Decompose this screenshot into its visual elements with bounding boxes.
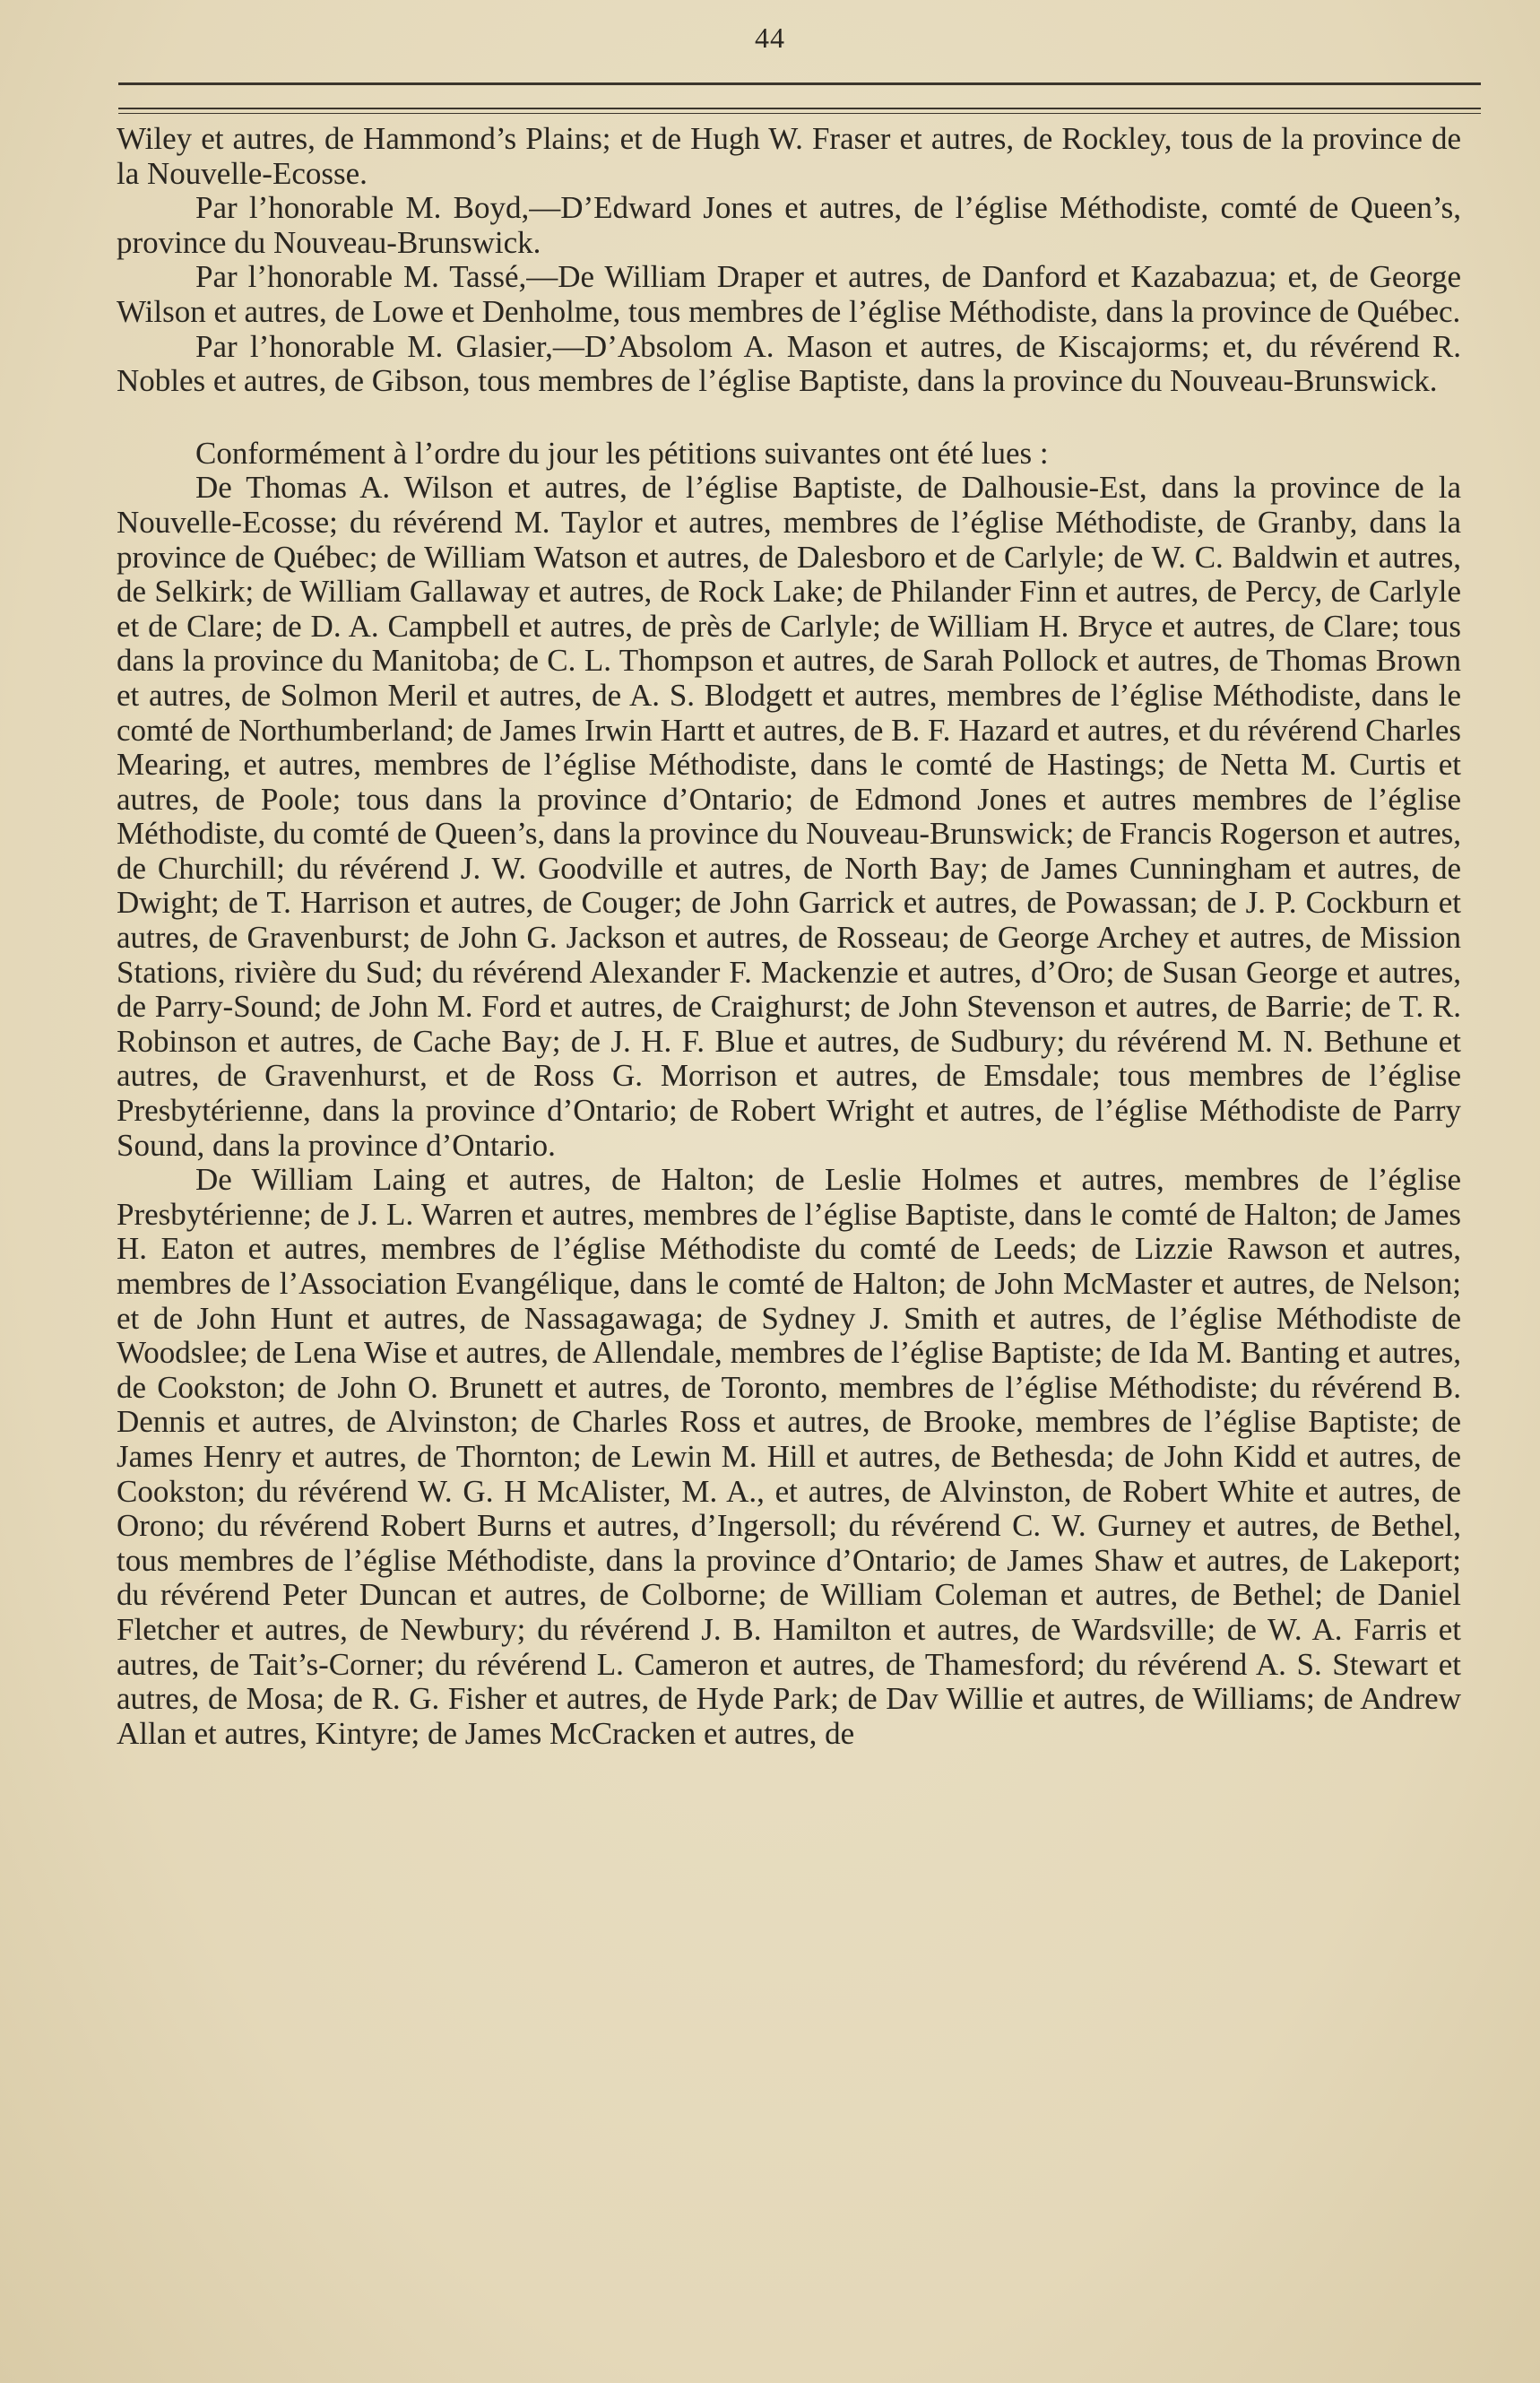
paragraph-boyd: Par l’honorable M. Boyd,—D’Edward Jones et autres, de l’église Méthodiste, comté de Queen’s, province du Nouveau-Brunswick.: [117, 190, 1461, 260]
paragraph-order-of-day: Conformément à l’ordre du jour les pétitions suivantes ont été lues :: [195, 435, 1049, 471]
header-rule: [118, 82, 1481, 85]
header-rule-double-top: [118, 108, 1481, 109]
page-number: 44: [755, 22, 785, 54]
paragraph-petitions-list-2: De William Laing et autres, de Halton; de Leslie Holmes et autres, membres de l’église Presbytérienne; de J. L. Warren et autres, membres de l’église Baptiste, dans le comté de Halton; de James H. Eaton et autres, membres de l’église Méthodiste du comté de Leeds; de Lizzie Rawson et autres, membres de l’Association Evangélique, dans le comté de Halton; de John McMaster et autres, de Nelson; et de John Hunt et autres, de Nassagawaga; de Sydney J. Smith et autres, de l’église Méthodiste de Woodslee; de Lena Wise et autres, de Allendale, membres de l’église Baptiste; de Ida M. Banting et autres, de Cookston; de John O. Brunett et autres, de Toronto, membres de l’église Méthodiste; du révérend B. Dennis et autres, de Alvinston; de Charles Ross et autres, de Brooke, membres de l’église Baptiste; de James Henry et autres, de Thornton; de Lewin M. Hill et autres, de Bethesda; de John Kidd et autres, de Cookston; du révérend W. G. H McAlister, M. A., et autres, de Alvinston, de Robert White et autres, de Orono; du révérend Robert Burns et autres, d’Ingersoll; du révérend C. W. Gurney et autres, de Bethel, tous membres de l’église Méthodiste, dans la province d’Ontario; de James Shaw et autres, de Lakeport; du révérend Peter Duncan et autres, de Colborne; de William Coleman et autres, de Bethel; de Daniel Fletcher et autres, de Newbury; du révérend J. B. Hamilton et autres, de Wardsville; de W. A. Farris et autres, de Tait’s-Corner; du révérend L. Cameron et autres, de Thamesford; du révérend A. S. Stewart et autres, de Mosa; de R. G. Fisher et autres, de Hyde Park; de Dav Willie et autres, de Williams; de Andrew Allan et autres, Kintyre; de James McCracken et autres, de: [117, 1162, 1461, 1751]
body-text: [117, 122, 1461, 1751]
paragraph-petitions-list-1: De Thomas A. Wilson et autres, de l’église Baptiste, de Dalhousie-Est, dans la province de la Nouvelle-Ecosse; du révérend M. Taylor et autres, membres de l’église Méthodiste, de Granby, dans la province de Québec; de William Watson et autres, de Dalesboro et de Carlyle; de W. C. Baldwin et autres, de Selkirk; de William Gallaway et autres, de Rock Lake; de Philander Finn et autres, de Percy, de Carlyle et de Clare; de D. A. Campbell et autres, de près de Carlyle; de William H. Bryce et autres, de Clare; tous dans la province du Manitoba; de C. L. Thompson et autres, de Sarah Pollock et autres, de Thomas Brown et autres, de Solmon Meril et autres, de A. S. Blodgett et autres, membres de l’église Méthodiste, dans le comté de Northumberland; de James Irwin Hartt et autres, de B. F. Hazard et autres, et du révérend Charles Mearing, et autres, membres de l’église Méthodiste, dans le comté de Hastings; de Netta M. Curtis et autres, de Poole; tous dans la province d’Ontario; de Edmond Jones et autres membres de l’église Méthodiste, du comté de Queen’s, dans la province du Nouveau-Brunswick; de Francis Rogerson et autres, de Churchill; du révérend J. W. Goodville et autres, de North Bay; de James Cunningham et autres, de Dwight; de T. Harrison et autres, de Couger; de John Garrick et autres, de Powassan; de J. P. Cockburn et autres, de Gravenburst; de John G. Jackson et autres, de Rosseau; de George Archey et autres, de Mission Stations, rivière du Sud; du révérend Alexander F. Mackenzie et autres, d’Oro; de Susan George et autres, de Parry-Sound; de John M. Ford et autres, de Craighurst; de John Stevenson et autres, de Barrie; de T. R. Robinson et autres, de Cache Bay; de J. H. F. Blue et autres, de Sudbury; du révérend M. N. Bethune et autres, de Gravenhurst, et de Ross G. Morrison et autres, de Emsdale; tous membres de l’église Presbytérienne, dans la province d’Ontario; de Robert Wright et autres, de l’église Méthodiste de Parry Sound, dans la province d’Ontario.: [117, 470, 1461, 1163]
paragraph-continued: Wiley et autres, de Hammond’s Plains; et de Hugh W. Fraser et autres, de Rockley, tous de la province de la Nouvelle-Ecosse.: [117, 121, 1461, 191]
header-rule-double-bottom: [118, 113, 1481, 114]
paragraph-tasse: Par l’honorable M. Tassé,—De William Draper et autres, de Danford et Kazabazua; et, de George Wilson et autres, de Lowe et Denholme, tous membres de l’église Méthodiste, dans la province de Québec.: [117, 259, 1461, 329]
paragraph-glasier: Par l’honorable M. Glasier,—D’Absolom A. Mason et autres, de Kiscajorms; et, du révérend R. Nobles et autres, de Gibson, tous membres de l’église Baptiste, dans la province du Nouveau-Brunswick.: [117, 328, 1461, 399]
